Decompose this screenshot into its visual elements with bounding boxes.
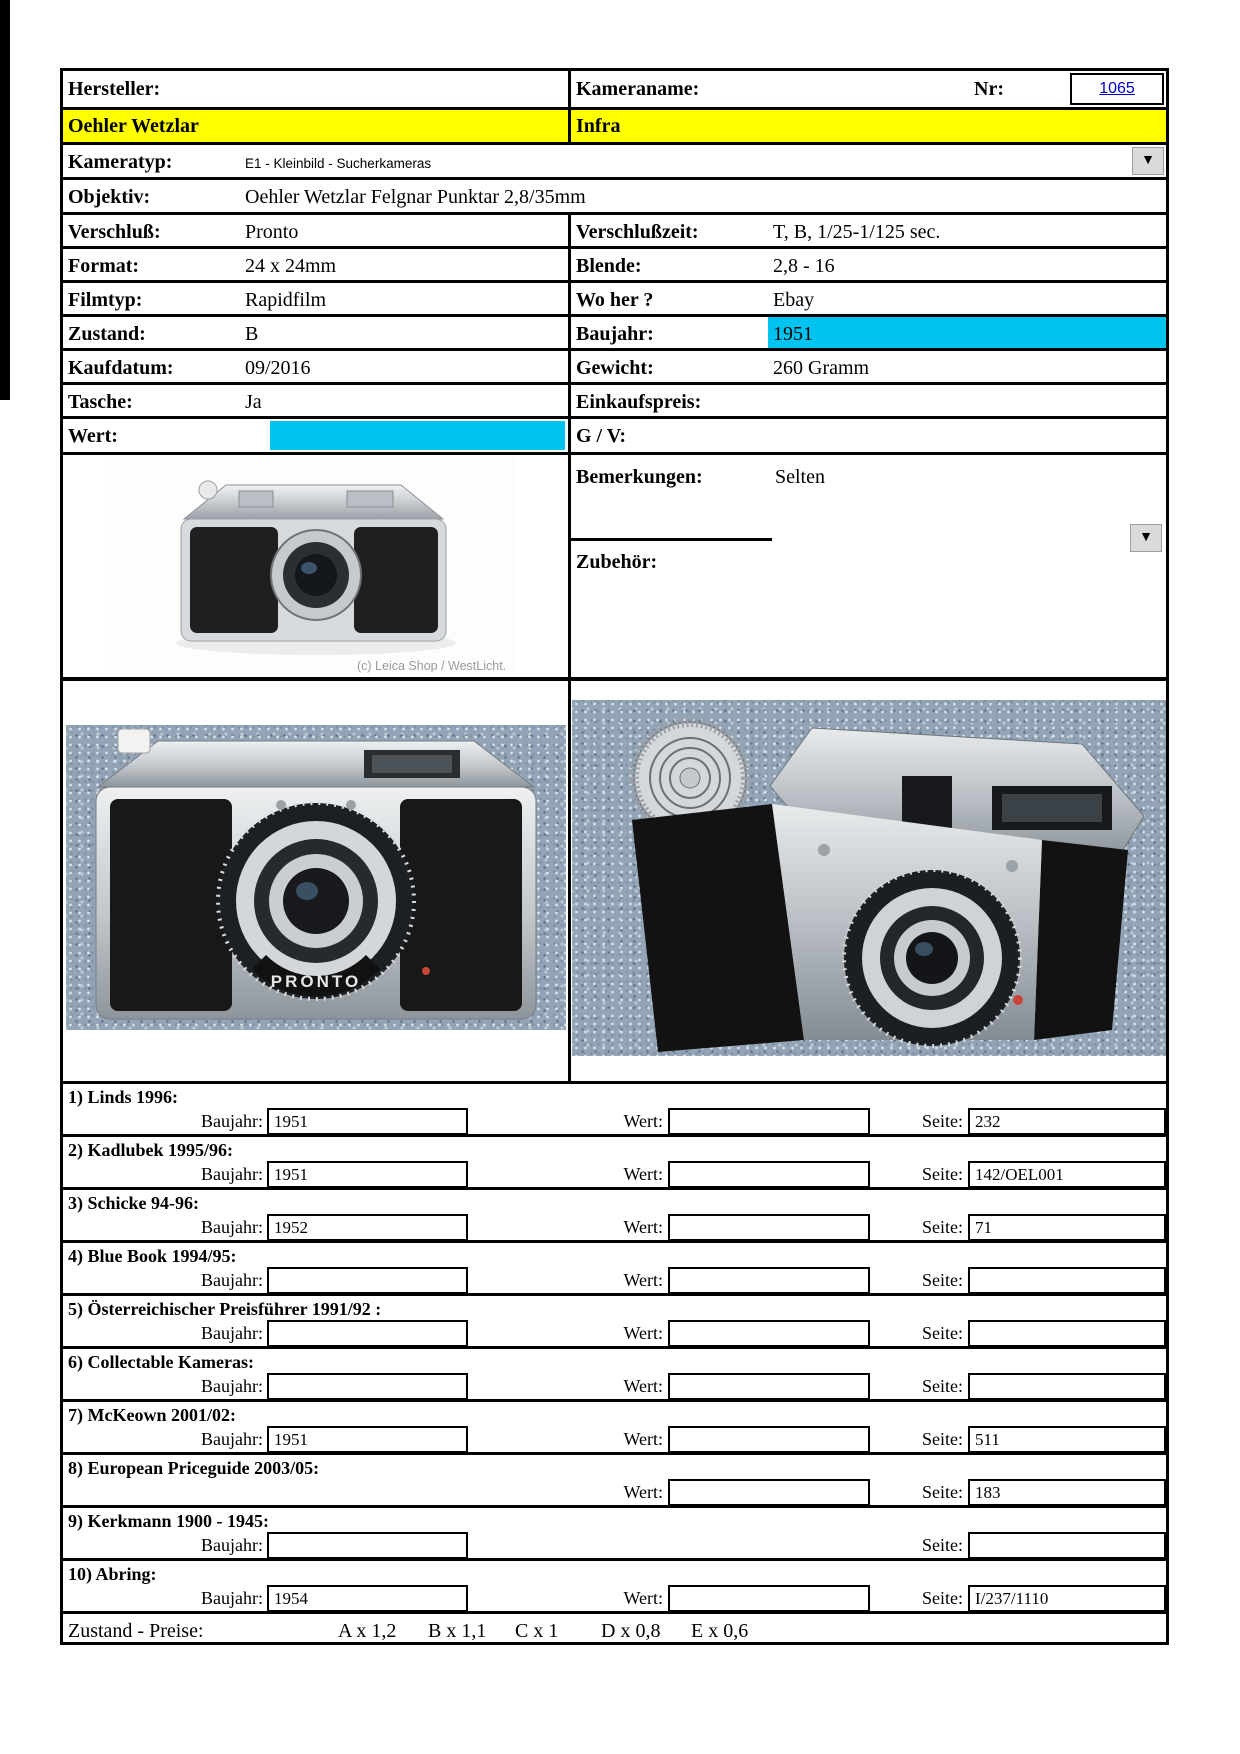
reference-title: 2) Kadlubek 1995/96: (68, 1140, 234, 1160)
row-border (63, 246, 1166, 249)
wert-field-label: Wert: (623, 1376, 663, 1396)
scan-edge-strip (0, 0, 10, 400)
bemerkungen-label: Bemerkungen: (576, 466, 703, 488)
camera-photo-angled (572, 700, 1166, 1056)
reference-title: 6) Collectable Kameras: (68, 1352, 254, 1372)
reference-title: 9) Kerkmann 1900 - 1945: (68, 1511, 269, 1531)
reference-entry (63, 1240, 1166, 1293)
kaufdatum-label: Kaufdatum: (68, 357, 174, 379)
zustand-preise-row (63, 1611, 1166, 1642)
blende-value: 2,8 - 16 (773, 255, 835, 277)
verschlusszeit-value: T, B, 1/25-1/125 sec. (773, 221, 941, 243)
reference-entry (63, 1505, 1166, 1558)
seite-field-label: Seite: (922, 1217, 963, 1237)
nr-value-link[interactable]: 1065 (1099, 80, 1135, 97)
photo-cell-border (63, 677, 1166, 681)
baujahr-input[interactable]: 1951 (267, 1426, 468, 1453)
row-border (63, 142, 1166, 145)
baujahr-input[interactable]: 1952 (267, 1214, 468, 1241)
zubehoer-label: Zubehör: (576, 551, 658, 573)
reference-entry (63, 1187, 1166, 1240)
wert-label: Wert: (68, 425, 118, 447)
seite-input[interactable]: 183 (968, 1479, 1166, 1506)
format-value: 24 x 24mm (245, 255, 337, 277)
camera-photo-white (111, 457, 516, 671)
seite-field-label: Seite: (922, 1111, 963, 1131)
camera-illustration-angled (572, 700, 1166, 1056)
kameraname-label: Kameraname: (576, 78, 700, 100)
seite-field-label: Seite: (922, 1323, 963, 1343)
baujahr-input[interactable] (267, 1373, 468, 1400)
reference-entry (63, 1081, 1166, 1134)
baujahr-input[interactable] (267, 1532, 468, 1559)
seite-field-label: Seite: (922, 1376, 963, 1396)
row-border (63, 452, 1166, 455)
seite-field-label: Seite: (922, 1482, 963, 1502)
hersteller-value: Oehler Wetzlar (68, 115, 199, 137)
filmtyp-value: Rapidfilm (245, 289, 327, 311)
reference-title: 7) McKeown 2001/02: (68, 1405, 236, 1425)
seite-input[interactable]: 71 (968, 1214, 1166, 1241)
einkaufspreis-label: Einkaufspreis: (576, 391, 702, 413)
reference-title: 4) Blue Book 1994/95: (68, 1246, 237, 1266)
baujahr-input[interactable] (267, 1320, 468, 1347)
verschluss-value: Pronto (245, 221, 299, 243)
bemerkungen-value: Selten (775, 466, 825, 488)
baujahr-highlight (768, 317, 1166, 348)
zubehoer-dropdown-button[interactable] (1130, 524, 1162, 552)
baujahr-field-label: Baujahr: (201, 1323, 263, 1343)
row-border (63, 348, 1166, 351)
preis-faktor-e: E x 0,6 (691, 1620, 749, 1642)
zustand-preise-label: Zustand - Preise: (68, 1620, 204, 1642)
chevron-down-icon: ▼ (1139, 530, 1153, 545)
row-border (63, 212, 1166, 215)
reference-title: 10) Abring: (68, 1564, 157, 1584)
baujahr-field-label: Baujahr: (201, 1376, 263, 1396)
seite-input[interactable]: 511 (968, 1426, 1166, 1453)
baujahr-input[interactable]: 1954 (267, 1585, 468, 1612)
kameraname-value: Infra (576, 115, 621, 137)
reference-entry (63, 1452, 1166, 1505)
hersteller-label: Hersteller: (68, 78, 161, 100)
verschluss-label: Verschluß: (68, 221, 161, 243)
zustand-label: Zustand: (68, 323, 146, 345)
verschlusszeit-label: Verschlußzeit: (576, 221, 699, 243)
seite-input[interactable] (968, 1532, 1166, 1559)
reference-title: 5) Österreichischer Preisführer 1991/92 : (68, 1299, 382, 1319)
row-border (63, 416, 1166, 419)
reference-entry (63, 1134, 1166, 1187)
wert-field-label: Wert: (623, 1270, 663, 1290)
baujahr-field-label: Baujahr: (201, 1270, 263, 1290)
baujahr-field-label: Baujahr: (201, 1164, 263, 1184)
kameratyp-value[interactable]: E1 - Kleinbild - Sucherkameras (245, 156, 432, 171)
baujahr-field-label: Baujahr: (201, 1429, 263, 1449)
seite-input[interactable] (968, 1373, 1166, 1400)
filmtyp-label: Filmtyp: (68, 289, 143, 311)
baujahr-input[interactable] (267, 1267, 468, 1294)
baujahr-input[interactable]: 1951 (267, 1161, 468, 1188)
blende-label: Blende: (576, 255, 642, 277)
seite-field-label: Seite: (922, 1535, 963, 1555)
woher-value: Ebay (773, 289, 815, 311)
baujahr-field-label: Baujahr: (201, 1588, 263, 1608)
seite-field-label: Seite: (922, 1270, 963, 1290)
preis-faktor-d: D x 0,8 (601, 1620, 661, 1642)
reference-entry (63, 1399, 1166, 1452)
preis-faktor-a: A x 1,2 (338, 1620, 397, 1642)
kameratyp-dropdown-button[interactable] (1132, 147, 1164, 175)
format-label: Format: (68, 255, 140, 277)
kaufdatum-value: 09/2016 (245, 357, 311, 379)
seite-field-label: Seite: (922, 1164, 963, 1184)
wert-field-label: Wert: (623, 1323, 663, 1343)
baujahr-field-label: Baujahr: (201, 1217, 263, 1237)
seite-input[interactable]: 232 (968, 1108, 1166, 1135)
wert-field-label: Wert: (623, 1217, 663, 1237)
wert-field-label: Wert: (623, 1111, 663, 1131)
zustand-value: B (245, 323, 259, 345)
reference-title: 3) Schicke 94-96: (68, 1193, 199, 1213)
row-border (63, 280, 1166, 283)
seite-field-label: Seite: (922, 1588, 963, 1608)
wert-field-highlight[interactable] (270, 421, 565, 450)
reference-entry (63, 1293, 1166, 1346)
tasche-value: Ja (245, 391, 262, 413)
tasche-label: Tasche: (68, 391, 133, 413)
wert-field-label: Wert: (623, 1588, 663, 1608)
row-border (63, 177, 1166, 180)
kameraname-value-cell (571, 110, 1166, 142)
baujahr-value: 1951 (773, 323, 813, 345)
seite-input[interactable]: I/237/1110 (968, 1585, 1166, 1612)
reference-entry (63, 1346, 1166, 1399)
seite-field-label: Seite: (922, 1429, 963, 1449)
baujahr-field-label: Baujahr: (201, 1535, 263, 1555)
zubehoer-divider (571, 538, 772, 541)
photo-copyright-caption: (c) Leica Shop / WestLicht. (357, 659, 507, 673)
objektiv-label: Objektiv: (68, 186, 151, 208)
camera-photo-front (66, 725, 566, 1030)
preis-faktor-c: C x 1 (515, 1620, 559, 1642)
nr-label: Nr: (974, 78, 1004, 100)
woher-label: Wo her ? (576, 289, 654, 311)
reference-title: 8) European Priceguide 2003/05: (68, 1458, 320, 1478)
svg-text:PRONTO: PRONTO (270, 972, 362, 991)
camera-illustration-white (111, 457, 516, 671)
camera-illustration-front (66, 725, 566, 1030)
wert-field-label: Wert: (623, 1164, 663, 1184)
gv-label: G / V: (576, 425, 627, 447)
reference-title: 1) Linds 1996: (68, 1087, 179, 1107)
seite-input[interactable]: 142/OEL001 (968, 1161, 1166, 1188)
objektiv-value: Oehler Wetzlar Felgnar Punktar 2,8/35mm (245, 186, 586, 208)
gewicht-label: Gewicht: (576, 357, 654, 379)
nr-box (1070, 73, 1164, 105)
row-border (63, 382, 1166, 385)
wert-field-label: Wert: (623, 1429, 663, 1449)
seite-input[interactable] (968, 1320, 1166, 1347)
wert-field-label: Wert: (623, 1482, 663, 1502)
chevron-down-icon: ▼ (1141, 153, 1155, 168)
main-table (60, 68, 1169, 1645)
gewicht-value: 260 Gramm (773, 357, 870, 379)
reference-entry (63, 1558, 1166, 1611)
baujahr-field-label: Baujahr: (201, 1111, 263, 1131)
baujahr-input[interactable]: 1951 (267, 1108, 468, 1135)
baujahr-label: Baujahr: (576, 323, 654, 345)
column-divider (568, 215, 571, 1081)
kameratyp-label: Kameratyp: (68, 151, 173, 173)
preis-faktor-b: B x 1,1 (428, 1620, 487, 1642)
seite-input[interactable] (968, 1267, 1166, 1294)
